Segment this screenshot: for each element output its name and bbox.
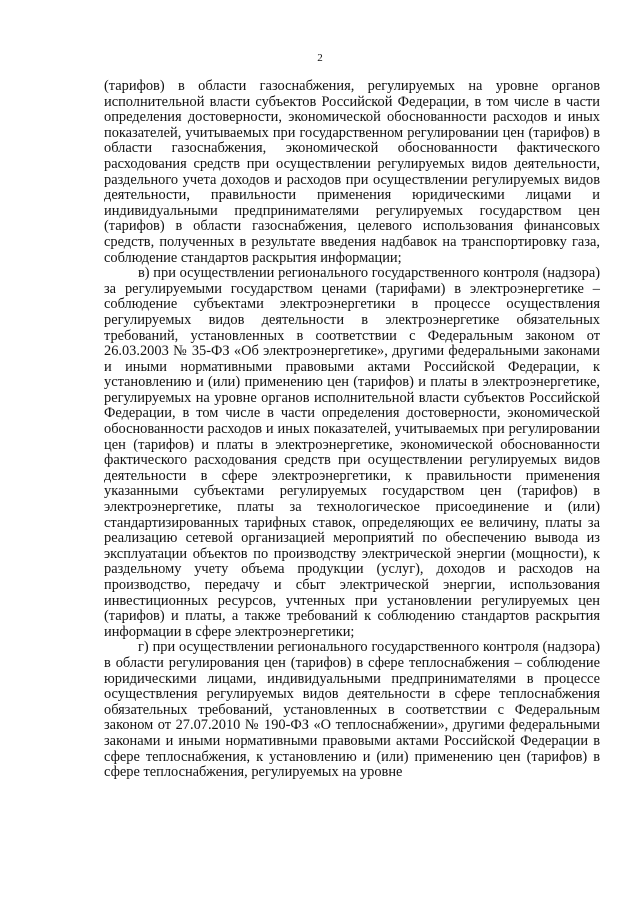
paragraph-continuation: (тарифов) в области газоснабжения, регулируемых на уровне органов исполнительной власти субъектов Российской Федерации, в том числе в части определения достоверности, экономической обоснованности расходов и иных показателей, учитываемых при государственном регулировании цен (тарифов) в области газоснабжения, экономической обоснованности фактического расходования средств при осуществлении регулируемых видов деятельности, раздельного учета доходов и расходов при осуществлении регулируемых видов деятельности, правильности применения юридическими лицами и индивидуальными предпринимателями регулируемых государством цен (тарифов) в области газоснабжения, целевого использования финансовых средств, полученных в результате введения надбавок на транспортировку газа, соблюдение стандартов раскрытия информации; — [104, 78, 600, 266]
document-body — [104, 79, 600, 781]
paragraph-item-v: в) при осуществлении регионального государственного контроля (надзора) за регулируемыми государством ценами (тарифами) в электроэнергетике – соблюдение субъектами электроэнергетики в процессе осуществления регулируемых видов деятельности в электроэнергетике обязательных требований, установленных в соответствии с Федеральным законом от 26.03.2003 № 35-ФЗ «Об электроэнергетике», другими федеральными законами и иными нормативными правовыми актами Российской Федерации, к установлению и (или) применению цен (тарифов) и платы в электроэнергетике, регулируемых на уровне органов исполнительной власти субъектов Российской Федерации, в том числе в части определения достоверности, экономической обоснованности расходов и иных показателей, учитываемых при регулировании цен (тарифов) и платы в электроэнергетике, экономической обоснованности фактического расходования средств при осуществлении регулируемых видов деятельности в сфере электроэнергетики, к правильности применения указанными субъектами регулируемых государством цен (тарифов) в электроэнергетике, платы за технологическое присоединение и (или) стандартизированных тарифных ставок, определяющих ее величину, платы за реализацию сетевой организацией мероприятий по обеспечению вывода из эксплуатации объектов по производству электрической энергии (мощности), к раздельному учету объема продукции (услуг), доходов и расходов на производство, передачу и сбыт электрической энергии, использования инвестиционных ресурсов, учтенных при установлении регулируемых цен (тарифов) и платы, а также требований к соблюдению стандартов раскрытия информации в сфере электроэнергетики; — [104, 265, 600, 640]
page-number: 2 — [317, 52, 323, 64]
paragraph-item-g: г) при осуществлении регионального государственного контроля (надзора) в области регулирования цен (тарифов) в сфере теплоснабжения – соблюдение юридическими лицами, индивидуальными предпринимателями в процессе осуществления регулируемых видов деятельности в сфере теплоснабжения обязательных требований, установленных в соответствии с Федеральным законом от 27.07.2010 № 190-ФЗ «О теплоснабжении», другими федеральными законами и иными нормативными правовыми актами Российской Федерации в сфере теплоснабжения, к установлению и (или) применению цен (тарифов) в сфере теплоснабжения, регулируемых на уровне — [104, 639, 600, 781]
